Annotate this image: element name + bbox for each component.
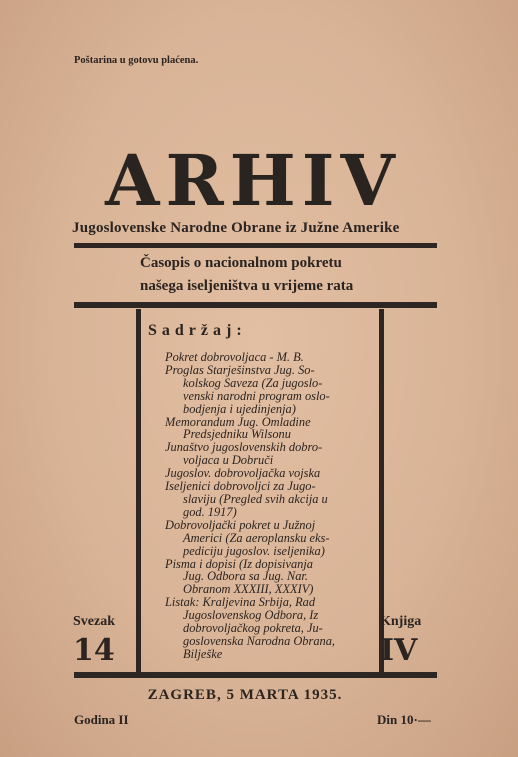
contents-line: goslovenska Narodna Obrana, xyxy=(183,633,336,648)
contents-line: Dobrovoljački pokret u Južnoj xyxy=(165,517,316,532)
contents-line: Junaštvo jugoslovenskih dobro- xyxy=(165,440,323,455)
top-rule xyxy=(74,243,437,248)
contents-line: Listak: Kraljevina Srbija, Rad xyxy=(165,595,316,610)
contents-line: Memorandum Jug. Omladine xyxy=(165,414,311,429)
contents-line: slaviju (Pregled svih akcija u xyxy=(183,491,328,506)
book-number: IV xyxy=(380,633,418,668)
volume-label: Svezak xyxy=(73,614,115,629)
price-label: Din 10·— xyxy=(377,712,431,727)
contents-line: Pisma i dopisi (Iz dopisivanja xyxy=(165,556,313,571)
city-date: ZAGREB, 5 MARTA 1935. xyxy=(147,687,343,703)
contents-line: Jugoslov. dobrovoljačka vojska xyxy=(165,466,321,481)
contents-line: Jugoslovenskog Odbora, Iz xyxy=(183,608,319,623)
year-label: Godina II xyxy=(74,712,129,727)
contents-line: bodjenja i ujedinjenja) xyxy=(183,401,296,416)
contents-line: kolskog Saveza (Za jugoslo- xyxy=(183,375,323,390)
contents-heading: Sadržaj: xyxy=(148,322,247,339)
contents-line: venski narodni program oslo- xyxy=(183,388,330,403)
contents-line: Bilješke xyxy=(183,646,223,661)
contents-line: Jug. Odbora sa Jug. Nar. xyxy=(183,569,308,584)
journal-line-2: našega iseljeništva u vrijeme rata xyxy=(140,278,354,294)
contents-line: dobrovoljačkog pokreta, Ju- xyxy=(183,621,323,636)
contents-line: Proglas Starješinstva Jug. So- xyxy=(165,362,315,377)
contents-line: voljaca u Dobruči xyxy=(183,453,274,468)
journal-line-1: Časopis o nacionalnom pokretu xyxy=(140,255,342,271)
postage-note: Poštarina u gotovu plaćena. xyxy=(74,55,199,66)
contents-line: Pokret dobrovoljaca - M. B. xyxy=(165,350,304,364)
volume-number: 14 xyxy=(73,633,115,668)
contents-line: pediciju jugoslov. iseljenika) xyxy=(183,543,325,558)
contents-line: Americi (Za aeroplansku eks- xyxy=(183,530,330,545)
page-title: ARHIV xyxy=(105,139,401,222)
contents-list xyxy=(165,351,365,661)
contents-line: Predsjedniku Wilsonu xyxy=(183,427,291,442)
subtitle: Jugoslovenske Narodne Obrane iz Južne Amerike xyxy=(72,220,400,236)
bottom-rule xyxy=(74,672,437,678)
middle-rule xyxy=(74,302,437,308)
contents-line: god. 1917) xyxy=(183,504,237,519)
book-label: Knjiga xyxy=(380,614,422,629)
contents-line: Iseljenici dobrovoljci za Jugo- xyxy=(165,479,316,494)
contents-line: Obranom XXXIII, XXXIV) xyxy=(183,582,314,597)
